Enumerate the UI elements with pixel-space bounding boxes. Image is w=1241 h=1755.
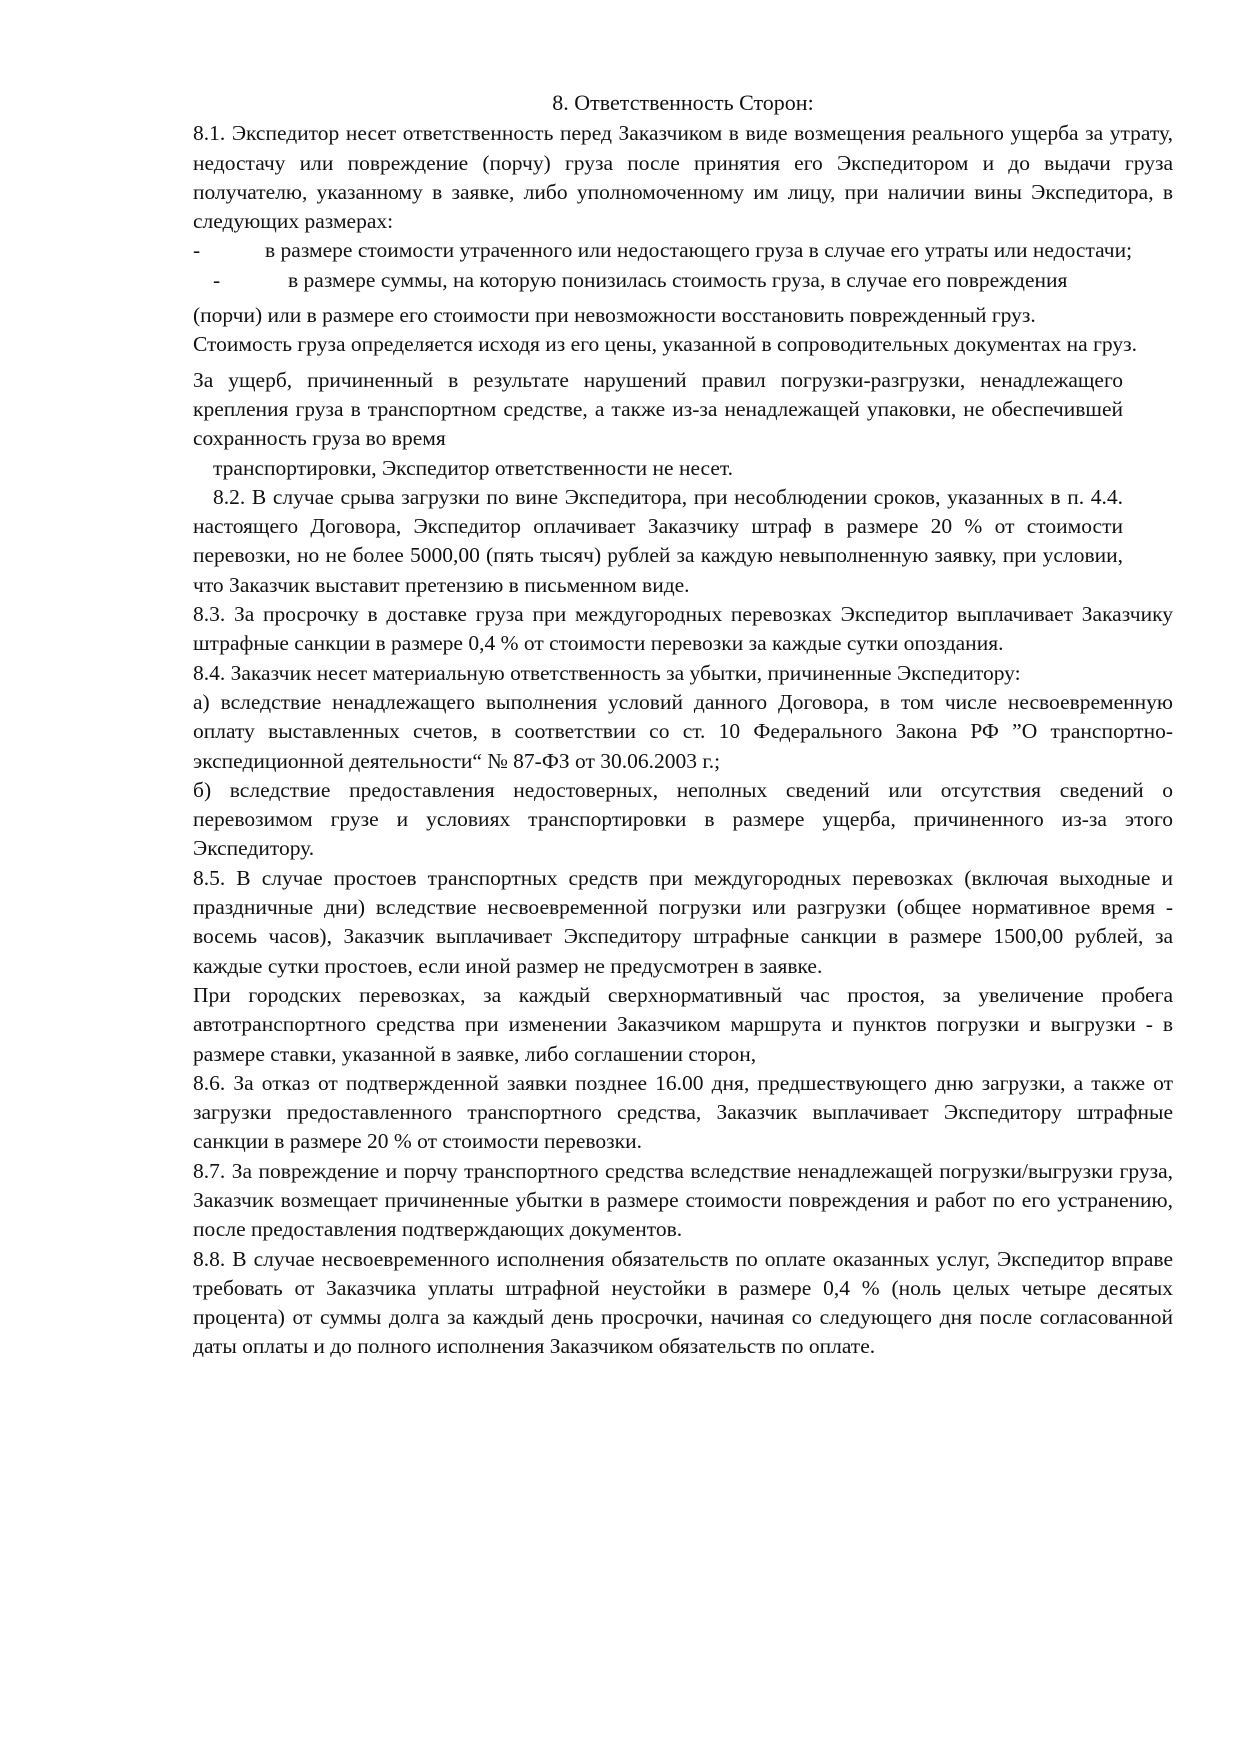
list-item-damage-text: в размере суммы, на которую понизилась стоимость груза, в случае его повреждения <box>288 267 1068 292</box>
clause-8-2: 8.2. В случае срыва загрузки по вине Экспедитора, при несоблюдении сроков, указанных в п. 4.4. настоящего Договора, Экспедитор оплачивает Заказчику штраф в размере 20 % от стоимости перевозки, но не более 5000,00 (пять тысяч) рублей за каждую невыполненную заявку, при условии, что Заказчик выставит претензию в письменном виде. <box>193 484 1123 597</box>
clause-8-1: 8.1. Экспедитор несет ответственность перед Заказчиком в виде возмещения реального ущерба за утрату, недостачу или повреждение (порчу) груза после принятия его Экспедитором и до выдачи груза получателю, указанному в заявке, либо уполномоченному им лицу, при наличии вины Экспедитора, в следующих размерах: <box>193 121 1173 234</box>
clause-exemption: За ущерб, причиненный в результате нарушений правил погрузки-разгрузки, ненадлежащего крепления груза в транспортном средстве, а также из-за ненадлежащей упаковки, не обеспечившей сохранность груза во время <box>193 367 1123 451</box>
dash-marker: - <box>213 267 221 292</box>
document-page <box>193 88 1173 1362</box>
list-item-damage-continuation: (порчи) или в размере его стоимости при невозможности восстановить поврежденный груз. <box>193 303 1036 328</box>
clause-8-8: 8.8. В случае несвоевременного исполнения обязательств по оплате оказанных услуг, Экспедитор вправе требовать от Заказчика уплаты штрафной неустойки в размере 0,4 % (ноль целых четыре десятых процента) от суммы долга за каждый день просрочки, начиная со следующего дня после согласованной даты оплаты и до полного исполнения Заказчиком обязательств по оплате. <box>193 1246 1173 1359</box>
clause-cost: Стоимость груза определяется исходя из его цены, указанной в сопроводительных документах на груз. <box>193 332 1138 357</box>
clause-exemption-tail: транспортировки, Экспедитор ответственности не несет. <box>213 455 734 480</box>
clause-8-3: 8.3. За просрочку в доставке груза при междугородных перевозках Экспедитор выплачивает Заказчику штрафные санкции в размере 0,4 % от стоимости перевозки за каждые сутки опоздания. <box>193 602 1173 656</box>
clause-8-4-b: б) вследствие предоставления недостоверных, неполных сведений или отсутствия сведений о перевозимом грузе и условиях транспортировки в размере ущерба, причиненного из-за этого Экспедитору. <box>193 777 1173 861</box>
list-item-loss-text: в размере стоимости утраченного или недостающего груза в случае его утраты или недостачи; <box>265 238 1133 263</box>
clause-city-transport: При городских перевозках, за каждый сверхнормативный час простоя, за увеличение пробега автотранспортного средства при изменении Заказчиком маршрута и пунктов погрузки и выгрузки - в размере ставки, указанной в заявке, либо соглашении сторон, <box>193 982 1173 1066</box>
section-title: 8. Ответственность Сторон: <box>552 90 814 115</box>
dash-marker: - <box>193 238 201 263</box>
clause-8-4-a: а) вследствие ненадлежащего выполнения условий данного Договора, в том числе несвоевременную оплату выставленных счетов, в соответствии со ст. 10 Федерального Закона РФ ”О транспортно-экспедиционной деятельности“ № 87-ФЗ от 30.06.2003 г.; <box>193 689 1173 773</box>
clause-8-5: 8.5. В случае простоев транспортных средств при междугородных перевозках (включая выходные и праздничные дни) вследствие несвоевременной погрузки или разгрузки (общее нормативное время - восемь часов), Заказчик выплачивает Экспедитору штрафные санкции в размере 1500,00 рублей, за каждые сутки простоев, если иной размер не предусмотрен в заявке. <box>193 865 1173 978</box>
clause-8-7: 8.7. За повреждение и порчу транспортного средства вследствие ненадлежащей погрузки/выгрузки груза, Заказчик возмещает причиненные убытки в размере стоимости повреждения и работ по его устранению, после предоставления подтверждающих документов. <box>193 1158 1173 1242</box>
clause-8-4: 8.4. Заказчик несет материальную ответственность за убытки, причиненные Экспедитору: <box>193 660 1021 685</box>
clause-8-6: 8.6. За отказ от подтвержденной заявки позднее 16.00 дня, предшествующего дню загрузки, а также от загрузки предоставленного транспортного средства, Заказчик выплачивает Экспедитору штрафные санкции в размере 20 % от стоимости перевозки. <box>193 1070 1173 1154</box>
